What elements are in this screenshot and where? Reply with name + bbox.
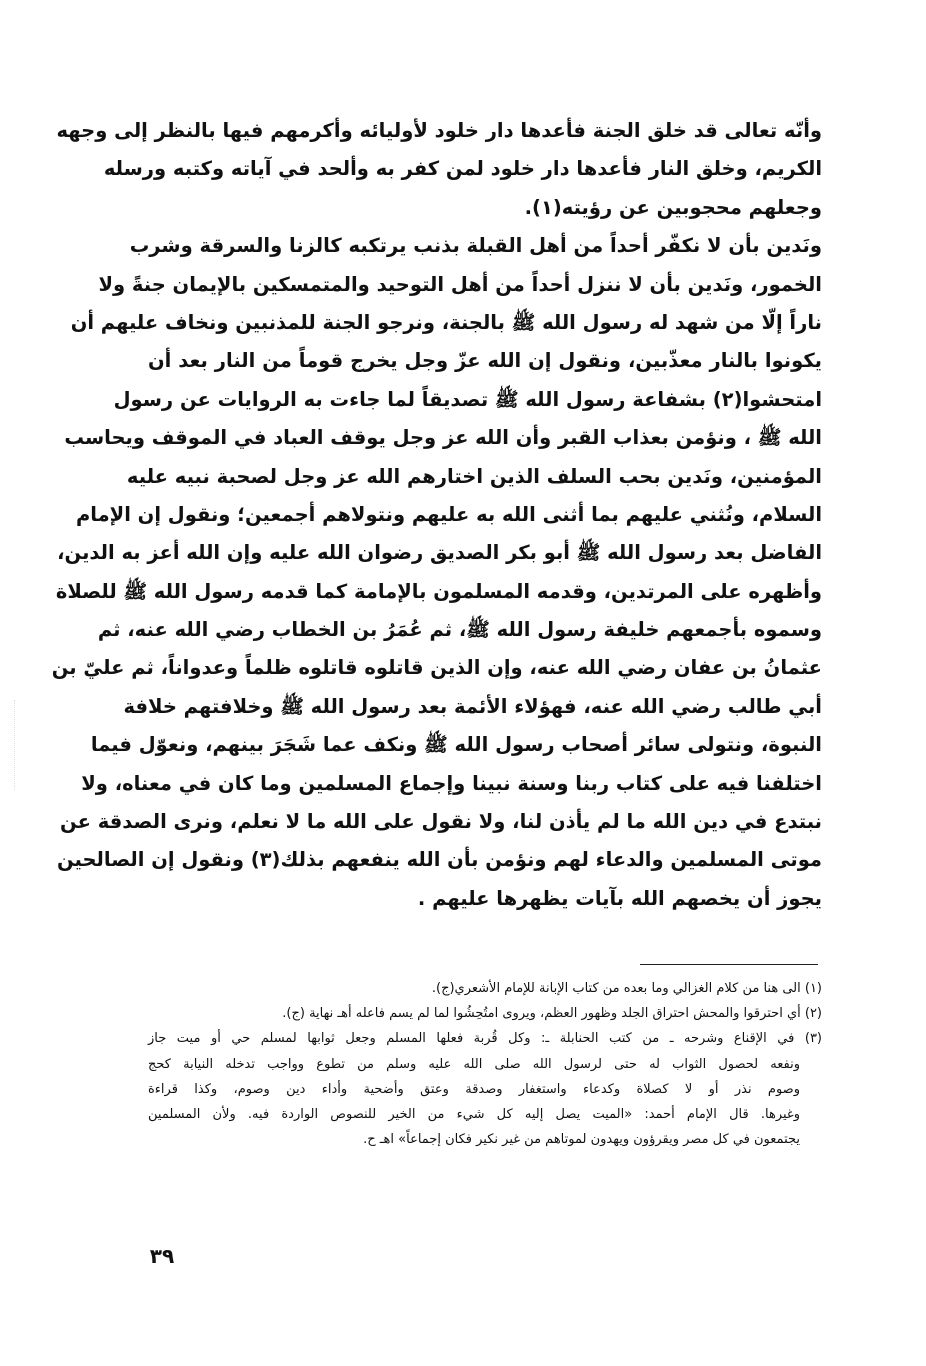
footnotes-block <box>148 976 822 1152</box>
main-text-line: المؤمنين، ونَدين بحب السلف الذين اختارهم الله عز وجل لصحبة نبيه عليه <box>126 464 822 488</box>
main-text-line: اختلفنا فيه على كتاب ربنا وسنة نبينا وإجماع المسلمين وما كان في معناه، ولا <box>81 771 822 795</box>
footnote-3-continuation: وغيرها. قال الإمام أحمد: «الميت يصل إليه كل شيء من الخير للنصوص الواردة فيه. ولأن المسلمين <box>148 1106 800 1122</box>
main-text-line: وجعلهم محجوبين عن رؤيته(١). <box>524 195 822 219</box>
page-number: ٣٩ <box>149 1244 175 1268</box>
footnote-3-continuation: وصوم نذر أو لا كصلاة وكدعاء واستغفار وصدقة وعتق وأضحية وأداء دين وصوم، وكذا قراءة <box>148 1081 800 1097</box>
main-text-line: ناراً إلّا من شهد له رسول الله ﷺ بالجنة، ونرجو الجنة للمذنبين ونخاف عليهم أن <box>70 310 822 334</box>
main-text-line: عثمانُ بن عفان رضي الله عنه، وإن الذين قاتلوه قاتلوه ظلماً وعدواناً، ثم عليّ بن <box>51 656 822 680</box>
main-text-line: وسموه بأجمعهم خليفة رسول الله ﷺ، ثم عُمَرُ بن الخطاب رضي الله عنه، ثم <box>97 618 822 642</box>
footnote-3-continuation: يجتمعون في كل مصر ويقرؤون ويهدون لموتاهم من غير نكير فكان إجماعاً» اهـ ح. <box>363 1132 800 1148</box>
main-text-line: يجوز أن يخصهم الله بآيات يظهرها عليهم . <box>417 886 822 910</box>
main-text-line: الله ﷺ ، ونؤمن بعذاب القبر وأن الله عز وجل يوقف العباد في الموقف ويحاسب <box>64 426 822 450</box>
footnote-1: (١) الى هنا من كلام الغزالي وما بعده من كتاب الإبانة للإمام الأشعري(ج). <box>431 981 822 996</box>
main-text-block <box>51 112 822 918</box>
main-text-line: موتى المسلمين والدعاء لهم ونؤمن بأن الله ينفعهم بذلك(٣) ونقول إن الصالحين <box>56 848 822 872</box>
main-text-line: وأظهره على المرتدين، وقدمه المسلمون بالإمامة كما قدمه رسول الله ﷺ للصلاة <box>55 579 822 603</box>
main-text-line: نبتدع في دين الله ما لم يأذن لنا، ولا نقول على الله ما لا نعلم، ونرى الصدقة عن <box>60 810 822 834</box>
margin-scan-artifact <box>14 700 25 790</box>
footnote-2: (٢) أي احترقوا والمحش احتراق الجلد وظهور العظم، ويروى امتُحِشُوا لما لم يسم فاعله أهـ نهاية (ج). <box>282 1006 822 1022</box>
main-text-line: الكريم، وخلق النار فأعدها دار خلود لمن كفر به وألحد في آياته وكتبه ورسله <box>103 157 822 181</box>
main-text-line: الفاضل بعد رسول الله ﷺ أبو بكر الصديق رضوان الله عليه وإن الله أعز به الدين، <box>57 541 822 565</box>
footnote-3: (٣) في الإقناع وشرحه ـ من كتب الحنابلة ـ: وكل قُربة فعلها المسلم وجعل ثوابها لمسلم حي أو ميت جاز <box>148 1031 822 1047</box>
main-text-line: امتحشوا(٢) بشفاعة رسول الله ﷺ تصديقاً لما جاءت به الروايات عن رسول <box>113 387 822 411</box>
main-text-line: وأنّه تعالى قد خلق الجنة فأعدها دار خلود لأوليائه وأكرمهم فيها بالنظر إلى وجهه <box>56 119 822 142</box>
main-text-line: يكونوا بالنار معذّبين، ونقول إن الله عزّ وجل يخرج قوماً من النار بعد أن <box>148 349 822 373</box>
footnote-3-continuation: ونفعه لحصول الثواب له حتى لرسول الله صلى الله عليه وسلم من تطوع وواجب تدخله النيابة كحج <box>148 1056 800 1072</box>
main-text-line: ونَدين بأن لا نكفّر أحداً من أهل القبلة بذنب يرتكبه كالزنا والسرقة وشرب <box>129 234 822 258</box>
footnote-divider <box>640 964 818 965</box>
main-text-line: أبي طالب رضي الله عنه، فهؤلاء الأئمة بعد رسول الله ﷺ وخلافتهم خلافة <box>123 694 822 718</box>
main-text-line: السلام، ونُثني عليهم بما أثنى الله به عليهم ونتولاهم أجمعين؛ ونقول إن الإمام <box>76 502 822 526</box>
main-text-line: الخمور، ونَدين بأن لا ننزل أحداً من أهل التوحيد والمتمسكين بالإيمان جنةً ولا <box>98 272 822 296</box>
main-text-line: النبوة، ونتولى سائر أصحاب رسول الله ﷺ ونكف عما شَجَرَ بينهم، ونعوّل فيما <box>90 733 822 757</box>
